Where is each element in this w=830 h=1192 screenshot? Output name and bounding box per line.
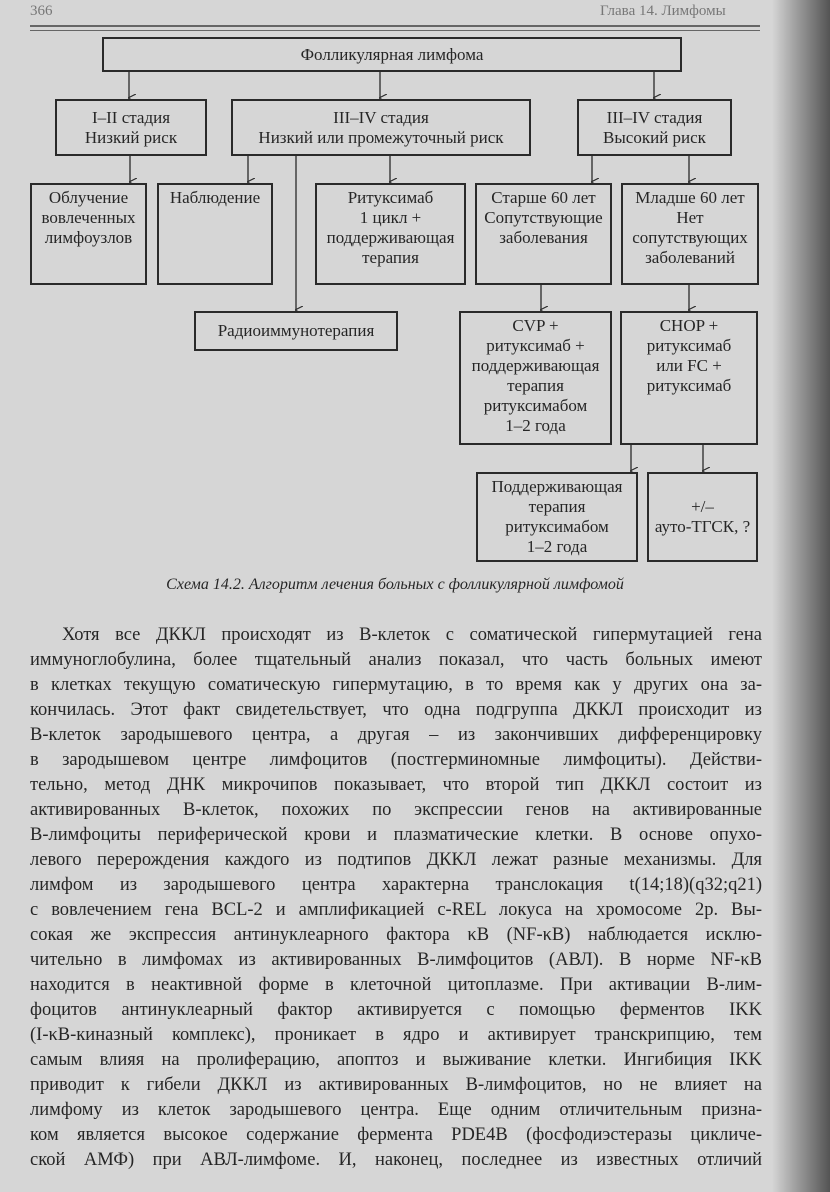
box-line: терапия	[362, 248, 419, 267]
stage-low-box	[55, 99, 207, 156]
box-line: заболеваний	[645, 248, 735, 267]
box-line: Наблюдение	[169, 188, 261, 207]
box-line: Низкий риск	[84, 127, 178, 147]
box-line: Нет	[676, 208, 704, 227]
chapter-header: Глава 14. Лимфомы	[600, 3, 726, 19]
body-line: лимфом из зародышевого центра характерна транслокация t(14;18)(q32;q21)	[30, 875, 762, 895]
body-line: ком является высокое содержание фермента PDE4B (фосфодиэстеразы цикличе-	[30, 1125, 762, 1145]
body-line: Хотя все ДККЛ происходят из В-клеток с соматической гипермутацией гена	[62, 625, 762, 645]
maintenance-box	[476, 472, 638, 562]
box-line: Радиоиммунотерапия	[217, 321, 375, 340]
box-line: ритуксимаб	[646, 376, 732, 395]
chop-box	[620, 311, 758, 445]
box-line: 1–2 года	[526, 537, 588, 556]
box-line: Сопутствующие	[484, 208, 603, 227]
box-line: +/–	[691, 497, 714, 516]
body-line: иммуноглобулина, более тщательный анализ показал, что часть больных имеют	[30, 650, 762, 670]
body-line: ской АМФ) при АВЛ-лимфоме. И, наконец, последнее из известных отличий	[30, 1150, 762, 1170]
body-line: В-лимфоциты периферической крови и плазматические клетки. В основе опухо-	[30, 825, 762, 845]
body-line: (I-κB-киназный комплекс), проникает в ядро и активирует транскрипцию, тем	[30, 1025, 762, 1045]
box-line: ритуксимаб	[646, 336, 732, 355]
box-line: 1 цикл +	[359, 208, 422, 227]
older-box	[475, 183, 612, 285]
box-line: заболевания	[499, 228, 588, 247]
body-line: сокая же экспрессия антинуклеарного фактора κB (NF-κB) наблюдается исклю-	[30, 925, 762, 945]
body-line: самым влияя на пролиферацию, апоптоз и выживание клетки. Ингибиция IKK	[30, 1050, 762, 1070]
box-line: Ритуксимаб	[347, 188, 434, 207]
box-line: терапия	[507, 376, 564, 395]
box-line: CHOP +	[659, 316, 719, 335]
box-line: ритуксимабом	[505, 517, 609, 536]
box-line: или FC +	[656, 356, 722, 375]
younger-box	[621, 183, 759, 285]
body-line: тельно, метод ДНК микрочипов показывает, что второй тип ДККЛ состоит из	[30, 775, 762, 795]
auto-hsct-box	[647, 472, 758, 562]
body-line: с вовлечением гена BCL-2 и амплификацией c-REL локуса на хромосоме 2p. Вы-	[30, 900, 762, 920]
box-line: сопутствующих	[632, 228, 748, 247]
box-line: Младше 60 лет	[635, 188, 745, 207]
page-number: 366	[30, 3, 53, 19]
box-line: поддерживающая	[471, 356, 600, 375]
figure-caption: Схема 14.2. Алгоритм лечения больных с фолликулярной лимфомой	[166, 576, 624, 593]
box-line: CVP +	[512, 316, 559, 335]
body-line: в клетках текущую соматическую гипермутацию, в то время как у других она за-	[30, 675, 762, 695]
box-line: ритуксимабом	[483, 396, 588, 415]
body-line: лимфому из клеток зародышевого центра. Еще одним отличительным призна-	[30, 1100, 762, 1120]
box-line: терапия	[528, 497, 586, 516]
body-line: находится в неактивной форме в клеточной цитоплазме. При активации В-лим-	[30, 975, 762, 995]
body-line: чительно в лимфомах из активированных В-лимфоцитов (АВЛ). В норме NF-κB	[30, 950, 762, 970]
box-line: Старше 60 лет	[491, 188, 596, 207]
irradiation-box	[30, 183, 147, 285]
rituximab-box	[315, 183, 466, 285]
box-line: III–IV стадия	[606, 107, 703, 127]
root-box	[102, 37, 682, 72]
box-line: ритуксимаб +	[486, 336, 585, 355]
box-line: лимфоузлов	[44, 228, 133, 247]
box-line: III–IV стадия	[333, 107, 429, 127]
body-line: в зародышевом центре лимфоцитов (постгерминомные лимфоциты). Действи-	[30, 750, 762, 770]
body-line: активированных В-клеток, похожих по экспрессии генов на активированные	[30, 800, 762, 820]
body-line: кончилась. Этот факт свидетельствует, что одна подгруппа ДККЛ происходит из	[30, 700, 762, 720]
stage-mid-box	[231, 99, 531, 156]
body-line: левого перерождения каждого из подтипов ДККЛ лежат разные механизмы. Для	[30, 850, 762, 870]
box-line: Низкий или промежуточный риск	[258, 127, 504, 147]
root-label: Фолликулярная лимфома	[300, 44, 484, 64]
observation-box	[157, 183, 273, 285]
box-line: Поддерживающая	[491, 477, 623, 496]
radioimmunotherapy-box	[194, 311, 398, 351]
body-line: приводит к гибели ДККЛ из активированных В-лимфоцитов, но не влияет на	[30, 1075, 762, 1095]
body-line: В-клеток зародышевого центра, а другая – из закончивших дифференцировку	[30, 725, 762, 745]
box-line: вовлеченных	[41, 208, 136, 227]
box-line: ауто-ТГСК, ?	[654, 517, 751, 536]
box-line: поддерживающая	[326, 228, 455, 247]
box-line: I–II стадия	[91, 107, 171, 127]
box-line: Высокий риск	[603, 127, 706, 147]
body-line: фоцитов антинуклеарный фактор активируется с помощью ферментов IKK	[30, 1000, 762, 1020]
stage-high-box	[577, 99, 732, 156]
box-line: 1–2 года	[505, 416, 566, 435]
box-line: Облучение	[48, 188, 129, 207]
cvp-box	[459, 311, 612, 445]
